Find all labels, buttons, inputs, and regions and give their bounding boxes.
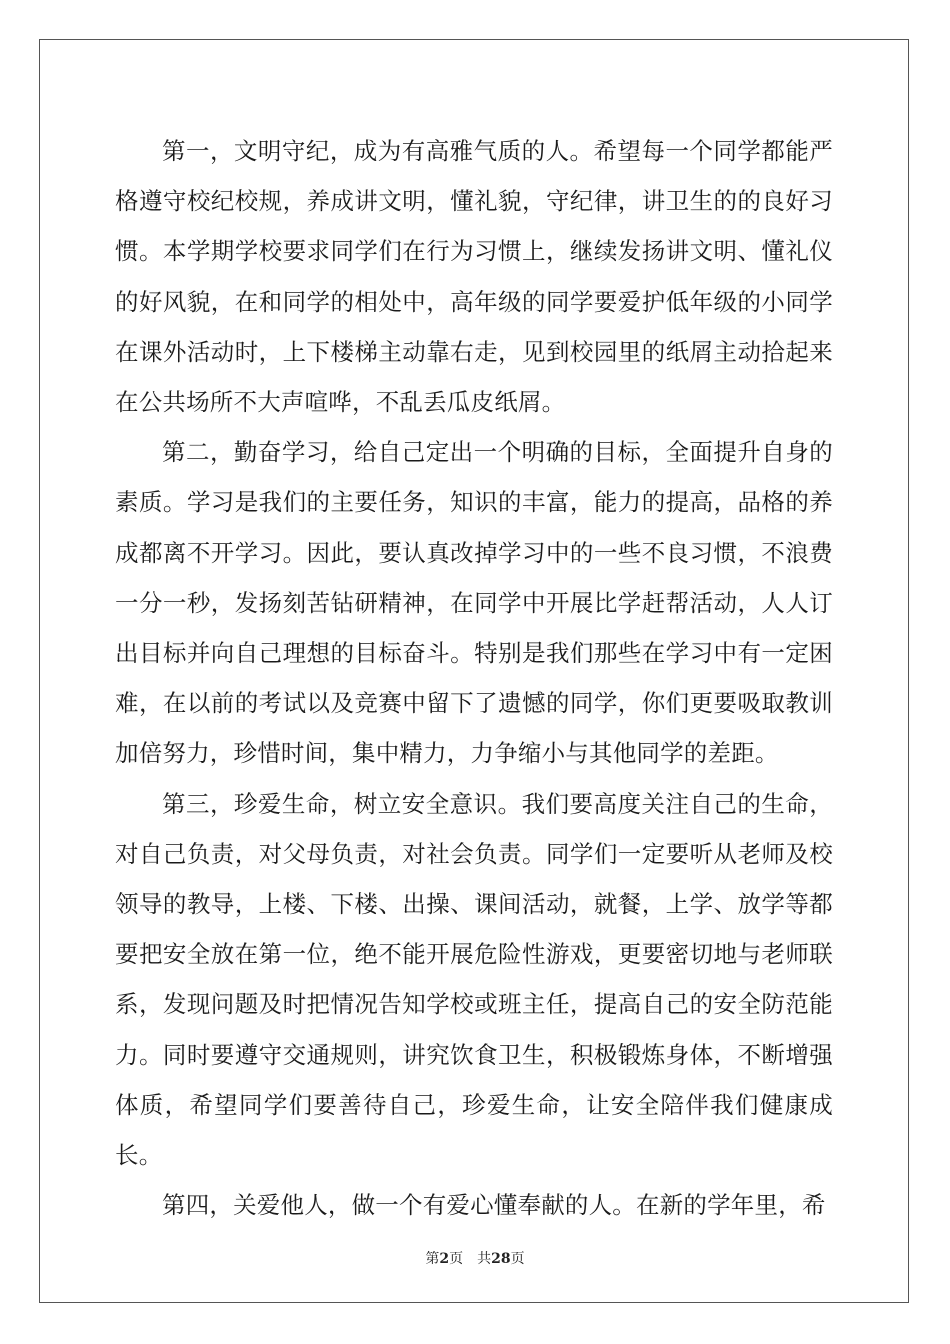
paragraph-2: 第二，勤奋学习，给自己定出一个明确的目标，全面提升自身的素质。学习是我们的主要任务，知识的丰富，能力的提高，品格的养成都离不开学习。因此，要认真改掉学习中的一些不良习惯，不浪费一分一秒，发扬刻苦钻研精神，在同学中开展比学赶帮活动，人人订出目标并向自己理想的目标奋斗。特别是我们那些在学习中有一定困难，在以前的考试以及竞赛中留下了遗憾的同学，你们更要吸取教训加倍努力，珍惜时间，集中精力，力争缩小与其他同学的差距。 <box>115 438 833 768</box>
paragraph-3: 第三，珍爱生命，树立安全意识。我们要高度关注自己的生命，对自己负责，对父母负责，对社会负责。同学们一定要听从老师及校领导的教导，上楼、下楼、出操、课间活动，就餐，上学、放学等都要把安全放在第一位，绝不能开展危险性游戏，更要密切地与老师联系，发现问题及时把情况告知学校或班主任，提高自己的安全防范能力。同时要遵守交通规则，讲究饮食卫生，积极锻炼身体，不断增强体质，希望同学们要善待自己，珍爱生命，让安全陪伴我们健康成长。 <box>115 789 833 1170</box>
document-body <box>115 126 833 1230</box>
paragraph-1: 第一，文明守纪，成为有高雅气质的人。希望每一个同学都能严格遵守校纪校规，养成讲文明，懂礼貌，守纪律，讲卫生的的良好习惯。本学期学校要求同学们在行为习惯上，继续发扬讲文明、懂礼仪的好风貌，在和同学的相处中，高年级的同学要爱护低年级的小同学在课外活动时，上下楼梯主动靠右走，见到校园里的纸屑主动拾起来在公共场所不大声喧哗，不乱丢瓜皮纸屑。 <box>115 137 833 417</box>
page-footer <box>0 1248 950 1268</box>
total-page-count: 28 <box>491 1251 511 1267</box>
total-prefix: 共 <box>477 1251 492 1267</box>
paragraph-4: 第四，关爱他人，做一个有爱心懂奉献的人。在新的学年里，希 <box>162 1191 826 1220</box>
page-label: 页 <box>449 1251 464 1267</box>
current-page-number: 2 <box>439 1251 450 1267</box>
total-suffix: 页 <box>510 1251 525 1267</box>
page-prefix: 第 <box>425 1251 440 1267</box>
